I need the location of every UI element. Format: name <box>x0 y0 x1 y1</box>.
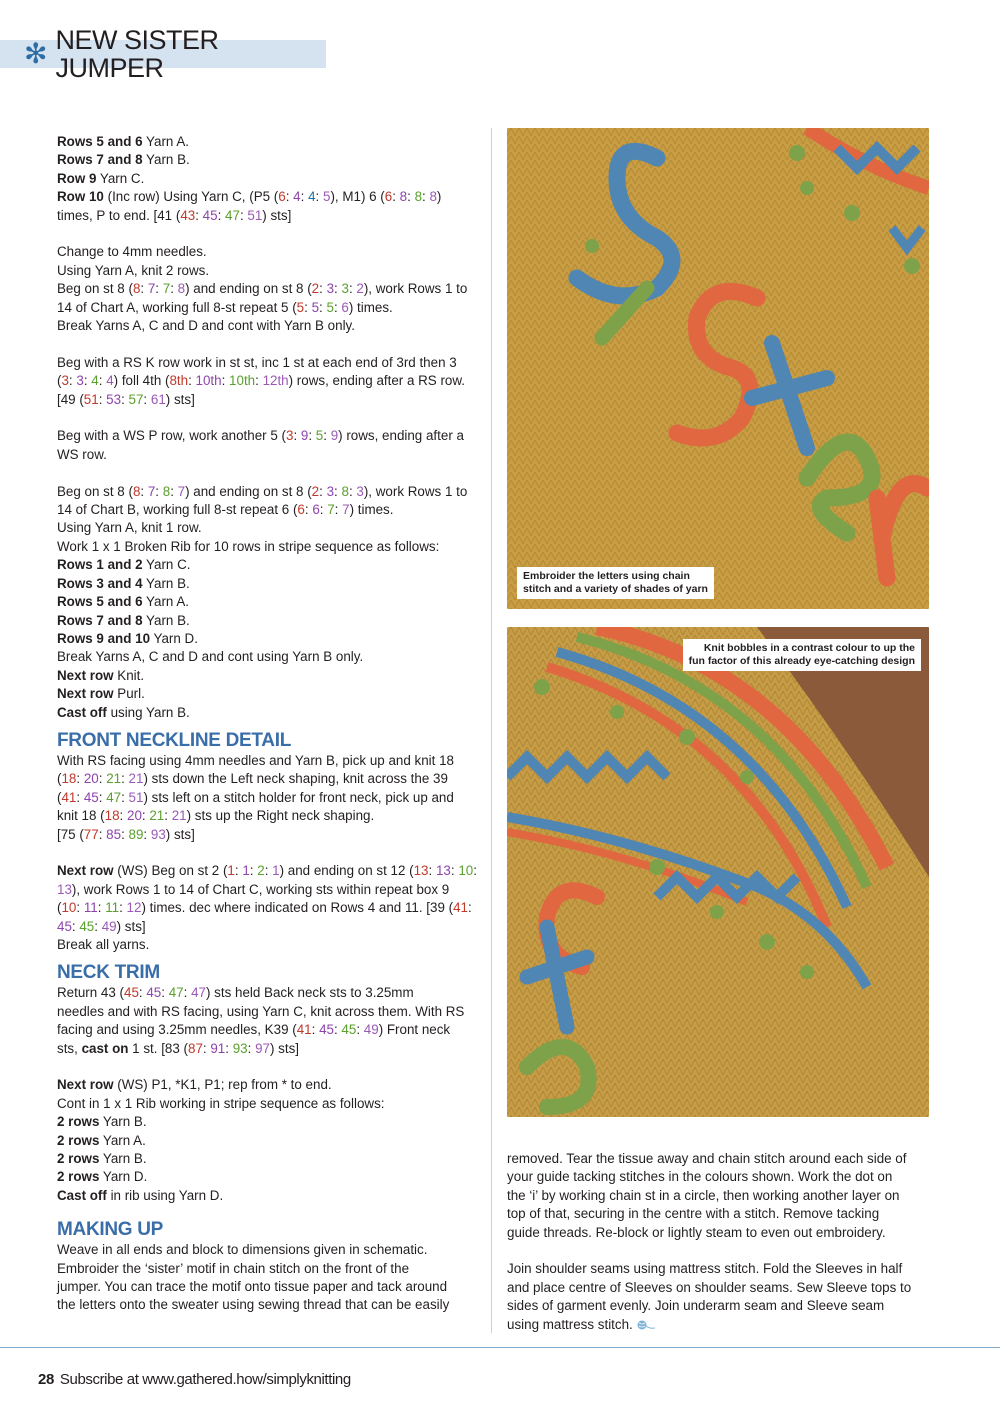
size-value: 6 <box>341 299 349 315</box>
size-value: 4 <box>293 189 301 205</box>
paragraph-rib <box>57 1076 482 1205</box>
row-text: Knit. <box>113 667 145 683</box>
row-text: Yarn C. <box>96 170 145 186</box>
size-value: 12th <box>262 373 289 389</box>
size-value: 1 <box>242 863 250 879</box>
text: (WS) Beg on st 2 ( <box>113 863 228 879</box>
text: ( <box>57 771 62 787</box>
text-line: Beg on st 8 (8: 7: 8: 7) and ending on st 8 (2: 3: 8: 3), work Rows 1 to <box>57 483 468 499</box>
paragraph-neck-trim <box>57 984 482 1058</box>
size-value: 11 <box>83 900 98 916</box>
size-value: 47 <box>106 789 122 805</box>
size-value: 4 <box>106 373 114 389</box>
row-text: Yarn B. <box>142 152 190 168</box>
size-value: 5 <box>296 299 305 315</box>
text-line: facing and using 3.25mm needles, K39 (41: 45: 45: 49) Front neck <box>57 1022 451 1038</box>
row-label: Rows 7 and 8 <box>57 152 143 168</box>
row-label: Next row <box>57 863 114 879</box>
size-value: 6 <box>312 502 320 518</box>
page-number: 28 <box>38 1371 54 1388</box>
size-value: 5 <box>315 428 324 444</box>
paragraph-seams <box>507 1260 932 1334</box>
size-value: 85 <box>106 826 122 842</box>
row-label: Cast off <box>57 1187 107 1203</box>
size-value: 2 <box>356 281 364 297</box>
text-line: WS row. <box>57 446 107 462</box>
footer-divider <box>0 1347 1000 1348</box>
paragraph-chart-c <box>57 862 482 954</box>
paragraph-chart-b <box>57 483 482 722</box>
row-text: Yarn B. <box>142 575 190 591</box>
text-line: sts, cast on 1 st. [83 (87: 91: 93: 97) sts] <box>57 1040 299 1056</box>
size-value: 45 <box>146 985 162 1001</box>
row-label: Next row <box>57 667 114 683</box>
photo-bobbles-yoke-image <box>507 627 929 1117</box>
text: ) and ending on st 8 ( <box>185 281 312 297</box>
paragraph-making-up <box>57 1241 482 1315</box>
text-line: Return 43 (45: 45: 47: 47) sts held Back neck sts to 3.25mm <box>57 985 414 1001</box>
text: [75 ( <box>57 826 84 842</box>
size-value: 45 <box>57 918 72 934</box>
text: ( <box>57 900 62 916</box>
text: ) and ending on st 8 ( <box>185 483 312 499</box>
paragraph-embroidery <box>507 1150 932 1242</box>
size-value: 9 <box>330 428 339 444</box>
size-value: 20 <box>127 808 142 824</box>
size-value: 3 <box>76 373 84 389</box>
text-line: top of that, securing in the centre with a stitch. Remove tacking <box>507 1206 880 1222</box>
text: Beg on st 8 ( <box>57 281 133 297</box>
row-text: ), M1) 6 ( <box>330 189 385 205</box>
text-line <box>57 667 482 685</box>
size-value: 21 <box>106 771 122 787</box>
text-line: (41: 45: 47: 51) sts left on a stitch holder for front neck, pick up and <box>57 789 454 805</box>
text-line: jumper. You can trace the motif onto tissue paper and tack around <box>57 1279 448 1295</box>
text-line: 45: 45: 49) sts] <box>57 918 146 934</box>
size-value: 10th <box>195 373 222 389</box>
size-value: 93 <box>150 826 166 842</box>
text: ) sts] <box>116 918 146 934</box>
size-value: 61 <box>150 391 166 407</box>
size-value: 49 <box>363 1022 379 1038</box>
text-line <box>57 133 482 151</box>
text: (WS) P1, *K1, P1; rep from * to end. <box>113 1077 332 1093</box>
text-line: Beg on st 8 (8: 7: 7: 8) and ending on st 8 (2: 3: 3: 2), work Rows 1 to <box>57 281 468 297</box>
text-line: Row 10 (Inc row) Using Yarn C, (P5 (6: 4: 4: 5), M1) 6 (6: 8: 8: 8) <box>57 189 442 205</box>
caption-line: stitch and a variety of shades of yarn <box>523 583 708 595</box>
text: sts, <box>57 1040 82 1056</box>
text-line: times, P to end. [41 (43: 45: 47: 51) sts] <box>57 207 292 223</box>
size-value: 41 <box>296 1022 312 1038</box>
row-label: 2 rows <box>57 1151 100 1167</box>
size-value: 45 <box>79 918 95 934</box>
bold-term: cast on <box>81 1040 129 1056</box>
size-value: 8 <box>341 483 349 499</box>
size-value: 5 <box>311 299 320 315</box>
text-line: Beg with a RS K row work in st st, inc 1 st at each end of 3rd then 3 <box>57 354 457 370</box>
size-value: 13 <box>57 881 72 897</box>
text: ) sts] <box>165 391 195 407</box>
text-line: Using Yarn A, knit 1 row. <box>57 520 202 536</box>
row-label: Rows 3 and 4 <box>57 575 143 591</box>
size-value: 18 <box>61 771 77 787</box>
paragraph-st-st <box>57 354 482 409</box>
row-label: Next row <box>57 1077 114 1093</box>
size-value: 47 <box>225 207 240 223</box>
photo-sister-embroidery <box>507 128 929 609</box>
size-value: 45 <box>83 789 99 805</box>
row-label: Rows 7 and 8 <box>57 612 143 628</box>
yarn-ball-icon <box>637 1320 655 1330</box>
row-text: times, P to end. [41 ( <box>57 207 181 223</box>
size-value: 93 <box>232 1040 248 1056</box>
text-line: guide threads. Re-block or lightly steam to even out embroidery. <box>507 1224 886 1240</box>
size-value: 4 <box>308 189 316 205</box>
text: ) sts down the Left neck shaping, knit across the 39 <box>143 771 448 787</box>
paragraph-rows-5-10 <box>57 133 482 225</box>
text: ) sts] <box>165 826 195 842</box>
text: ) sts left on a stitch holder for front neck, pick up and <box>143 789 454 805</box>
size-value: 91 <box>210 1040 226 1056</box>
size-value: 45 <box>319 1022 334 1038</box>
text: ( <box>57 789 62 805</box>
size-value: 2 <box>311 281 320 297</box>
text-line: Join shoulder seams using mattress stitch. Fold the Sleeves in half <box>507 1261 903 1277</box>
row-text: ) sts] <box>262 207 292 223</box>
size-value: 8 <box>399 189 408 205</box>
size-value: 18 <box>104 808 120 824</box>
footer <box>38 1371 351 1388</box>
text-line: Next row (WS) Beg on st 2 (1: 1: 2: 1) and ending on st 12 (13: 13: 10: <box>57 863 477 879</box>
text: knit 18 ( <box>57 808 105 824</box>
size-value: 45 <box>341 1022 357 1038</box>
text-line: [75 (77: 85: 89: 93) sts] <box>57 826 195 842</box>
size-value: 13 <box>435 863 451 879</box>
row-label: Row 10 <box>57 189 104 205</box>
text-line: Using Yarn A, knit 2 rows. <box>57 262 210 278</box>
text-line <box>507 1316 932 1334</box>
text-line: the ‘i’ by working chain st in a circle, then working another layer on <box>507 1187 900 1203</box>
size-value: 21 <box>171 808 187 824</box>
photo-caption <box>683 639 921 671</box>
text-line: With RS facing using 4mm needles and Yarn B, pick up and knit 18 <box>57 752 454 768</box>
text: ) sts held Back neck sts to 3.25mm <box>205 985 414 1001</box>
row-label: 2 rows <box>57 1132 100 1148</box>
page-title: NEW SISTER JUMPER <box>55 25 219 83</box>
size-value: 21 <box>128 771 144 787</box>
row-text: Yarn A. <box>142 134 189 149</box>
caption-line: Embroider the letters using chain <box>523 570 690 582</box>
size-value: 47 <box>168 985 184 1001</box>
text: ), work Rows 1 to 14 of Chart C, working sts within repeat box 9 <box>71 881 450 897</box>
size-value: 3 <box>326 281 335 297</box>
size-value: 1 <box>272 863 280 879</box>
text-line: Change to 4mm needles. <box>57 244 207 260</box>
size-value: 53 <box>106 391 122 407</box>
size-value: 13 <box>413 863 429 879</box>
row-label: Row 9 <box>57 170 97 186</box>
size-value: 57 <box>128 391 144 407</box>
size-value: 7 <box>162 281 171 297</box>
size-value: 77 <box>83 826 99 842</box>
size-value: 45 <box>124 985 139 1001</box>
text-line <box>57 1113 482 1131</box>
size-value: 43 <box>180 207 196 223</box>
text: ) sts] <box>269 1040 299 1056</box>
text-line: knit 18 (18: 20: 21: 21) sts up the Right neck shaping. <box>57 808 375 824</box>
text-line <box>57 151 482 169</box>
text: 14 of Chart A, working full 8-st repeat 5 ( <box>57 299 297 315</box>
paragraph-chart-a <box>57 243 482 335</box>
size-value: 51 <box>128 789 144 805</box>
text-line: needles and with RS facing, using Yarn C, knit across them. With RS <box>57 1003 465 1019</box>
text: Return 43 ( <box>57 985 124 1001</box>
text-line: Cont in 1 x 1 Rib working in stripe sequence as follows: <box>57 1095 385 1111</box>
text: ) sts up the Right neck shaping. <box>186 808 375 824</box>
size-value: 10 <box>458 863 474 879</box>
size-value: 9 <box>300 428 309 444</box>
row-text: ) <box>436 189 442 205</box>
heading-front-neckline: FRONT NECKLINE DETAIL <box>57 729 292 751</box>
paragraph-ws-row <box>57 427 482 464</box>
text-line <box>57 1187 482 1205</box>
row-text: Yarn B. <box>99 1114 147 1130</box>
text-line: Break Yarns A, C and D and cont with Yarn B only. <box>57 318 355 334</box>
text-line <box>57 685 482 703</box>
size-value: 8 <box>177 281 186 297</box>
text-line <box>57 1132 482 1150</box>
title-bar <box>0 25 326 83</box>
caption-line: fun factor of this already eye-catching design <box>688 655 915 667</box>
row-label: 2 rows <box>57 1169 100 1185</box>
size-value: 1 <box>227 863 235 879</box>
photo-caption <box>517 567 714 599</box>
row-text: Purl. <box>113 686 145 702</box>
text: ) rows, ending after a <box>338 428 464 444</box>
text: ) Front neck <box>378 1022 451 1038</box>
size-value: 4 <box>91 373 99 389</box>
size-value: 8 <box>414 189 423 205</box>
row-text: Yarn B. <box>99 1151 147 1167</box>
size-value: 7 <box>147 281 156 297</box>
text-line: 14 of Chart B, working full 8-st repeat 6 (6: 6: 7: 7) times. <box>57 502 394 518</box>
text: ), work Rows 1 to <box>363 483 468 499</box>
size-value: 7 <box>147 483 156 499</box>
text-line <box>57 556 482 574</box>
size-value: 41 <box>61 789 77 805</box>
text: : <box>473 863 477 879</box>
text: ) times. <box>349 502 394 518</box>
size-value: 3 <box>356 483 364 499</box>
size-value: 7 <box>177 483 186 499</box>
text-line: (3: 3: 4: 4) foll 4th (8th: 10th: 10th: 12th) rows, ending after a RS row. <box>57 373 466 389</box>
row-label: Rows 1 and 2 <box>57 557 143 573</box>
text: using mattress stitch. <box>507 1316 633 1332</box>
text: 1 st. [83 ( <box>128 1040 188 1056</box>
row-text: Yarn A. <box>99 1132 146 1148</box>
subscribe-link[interactable]: Subscribe at www.gathered.how/simplyknitting <box>59 1371 351 1388</box>
row-text: Yarn D. <box>150 630 198 646</box>
size-value: 6 <box>278 189 286 205</box>
right-column <box>507 1150 932 1352</box>
text: ), work Rows 1 to <box>363 281 468 297</box>
size-value: 2 <box>311 483 320 499</box>
caption-line: Knit bobbles in a contrast colour to up the <box>703 642 915 654</box>
text-line: Weave in all ends and block to dimensions given in schematic. <box>57 1242 428 1258</box>
text-line <box>57 881 482 899</box>
text: [49 ( <box>57 391 84 407</box>
size-value: 49 <box>101 918 117 934</box>
text: Beg on st 8 ( <box>57 483 133 499</box>
text-line <box>57 170 482 188</box>
size-value: 8 <box>162 483 171 499</box>
size-value: 3 <box>326 483 335 499</box>
size-value: 8 <box>429 189 437 205</box>
text-line: your guide tacking stitches in the colours shown. Work the dot on <box>507 1169 893 1185</box>
text: facing and using 3.25mm needles, K39 ( <box>57 1022 297 1038</box>
size-value: 3 <box>61 373 69 389</box>
size-value: 8th <box>169 373 189 389</box>
size-value: 10 <box>61 900 77 916</box>
asterisk-icon: ✻ <box>24 37 48 70</box>
row-text: Yarn D. <box>99 1169 148 1185</box>
photo-bobbles-yoke <box>507 627 929 1117</box>
text: Beg with a WS P row, work another 5 ( <box>57 428 286 444</box>
row-text: Yarn C. <box>142 557 191 573</box>
text-line: (10: 11: 11: 12) times. dec where indicated on Rows 4 and 11. [39 (41: <box>57 900 472 916</box>
row-text: using Yarn B. <box>106 704 190 720</box>
row-label: Cast off <box>57 704 107 720</box>
text-line <box>57 704 482 722</box>
size-value: 3 <box>341 281 349 297</box>
row-label: Next row <box>57 686 114 702</box>
size-value: 12 <box>126 900 142 916</box>
text-line: removed. Tear the tissue away and chain stitch around each side of <box>507 1151 907 1166</box>
size-value: 6 <box>384 189 393 205</box>
text-line <box>57 593 482 611</box>
size-value: 51 <box>247 207 263 223</box>
text-line: sides of garment evenly. Join underarm seam and Sleeve seam <box>507 1298 885 1314</box>
row-text: (Inc row) Using Yarn C, (P5 ( <box>103 189 279 205</box>
text-line: Break all yarns. <box>57 936 150 952</box>
size-value: 89 <box>128 826 144 842</box>
row-label: Rows 9 and 10 <box>57 630 151 646</box>
size-value: 97 <box>255 1040 270 1056</box>
text: 14 of Chart B, working full 8-st repeat 6 ( <box>57 502 298 518</box>
text-line: (18: 20: 21: 21) sts down the Left neck shaping, knit across the 39 <box>57 771 448 787</box>
size-value: 41 <box>453 900 468 916</box>
text: ) times. dec where indicated on Rows 4 and 11. [39 ( <box>141 900 454 916</box>
text: : <box>467 900 472 916</box>
size-value: 8 <box>132 483 141 499</box>
size-value: 7 <box>327 502 335 518</box>
size-value: 8 <box>132 281 141 297</box>
text-line <box>57 630 482 648</box>
size-value: 6 <box>297 502 305 518</box>
left-column <box>57 133 482 1315</box>
text-line <box>57 575 482 593</box>
text: ) times. <box>348 299 393 315</box>
size-value: 3 <box>285 428 294 444</box>
row-text: in rib using Yarn D. <box>106 1187 224 1203</box>
row-label: Rows 5 and 6 <box>57 594 143 610</box>
row-text: Yarn B. <box>142 612 190 628</box>
photo-sister-embroidery-image <box>507 128 929 609</box>
heading-making-up: MAKING UP <box>57 1219 164 1241</box>
text-line: the letters onto the sweater using sewing thread that can be easily <box>57 1297 450 1313</box>
row-text: Yarn A. <box>142 594 189 610</box>
text-line: Beg with a WS P row, work another 5 (3: 9: 5: 9) rows, ending after a <box>57 428 464 444</box>
paragraph-front-neckline <box>57 752 482 844</box>
text: ) rows, ending after a RS row. <box>288 373 466 389</box>
heading-neck-trim: NECK TRIM <box>57 962 160 984</box>
text-line: [49 (51: 53: 57: 61) sts] <box>57 391 195 407</box>
size-value: 47 <box>191 985 206 1001</box>
size-value: 10th <box>229 373 256 389</box>
size-value: 45 <box>202 207 218 223</box>
text: ) and ending on st 12 ( <box>279 863 414 879</box>
size-value: 21 <box>149 808 165 824</box>
size-value: 2 <box>257 863 265 879</box>
column-divider <box>491 128 492 1333</box>
text-line <box>57 1150 482 1168</box>
text-line <box>57 1168 482 1186</box>
text-line: 14 of Chart A, working full 8-st repeat 5 (5: 5: 5: 6) times. <box>57 299 393 315</box>
size-value: 20 <box>83 771 99 787</box>
size-value: 51 <box>83 391 99 407</box>
text: ( <box>57 373 62 389</box>
text-line <box>57 612 482 630</box>
text: ) foll 4th ( <box>113 373 170 389</box>
size-value: 7 <box>342 502 350 518</box>
size-value: 87 <box>188 1040 203 1056</box>
size-value: 5 <box>326 299 334 315</box>
row-label: Rows 5 and 6 <box>57 134 143 149</box>
size-value: 11 <box>105 900 120 916</box>
text-line: Break Yarns A, C and D and cont using Yarn B only. <box>57 649 364 665</box>
text-line <box>57 1076 482 1094</box>
row-label: 2 rows <box>57 1114 100 1130</box>
text-line: and place centre of Sleeves on shoulder seams. Sew Sleeve tops to <box>507 1279 912 1295</box>
text-line: Embroider the ‘sister’ motif in chain stitch on the front of the <box>57 1260 410 1276</box>
text-line: Work 1 x 1 Broken Rib for 10 rows in stripe sequence as follows: <box>57 538 440 554</box>
size-value: 5 <box>322 189 331 205</box>
